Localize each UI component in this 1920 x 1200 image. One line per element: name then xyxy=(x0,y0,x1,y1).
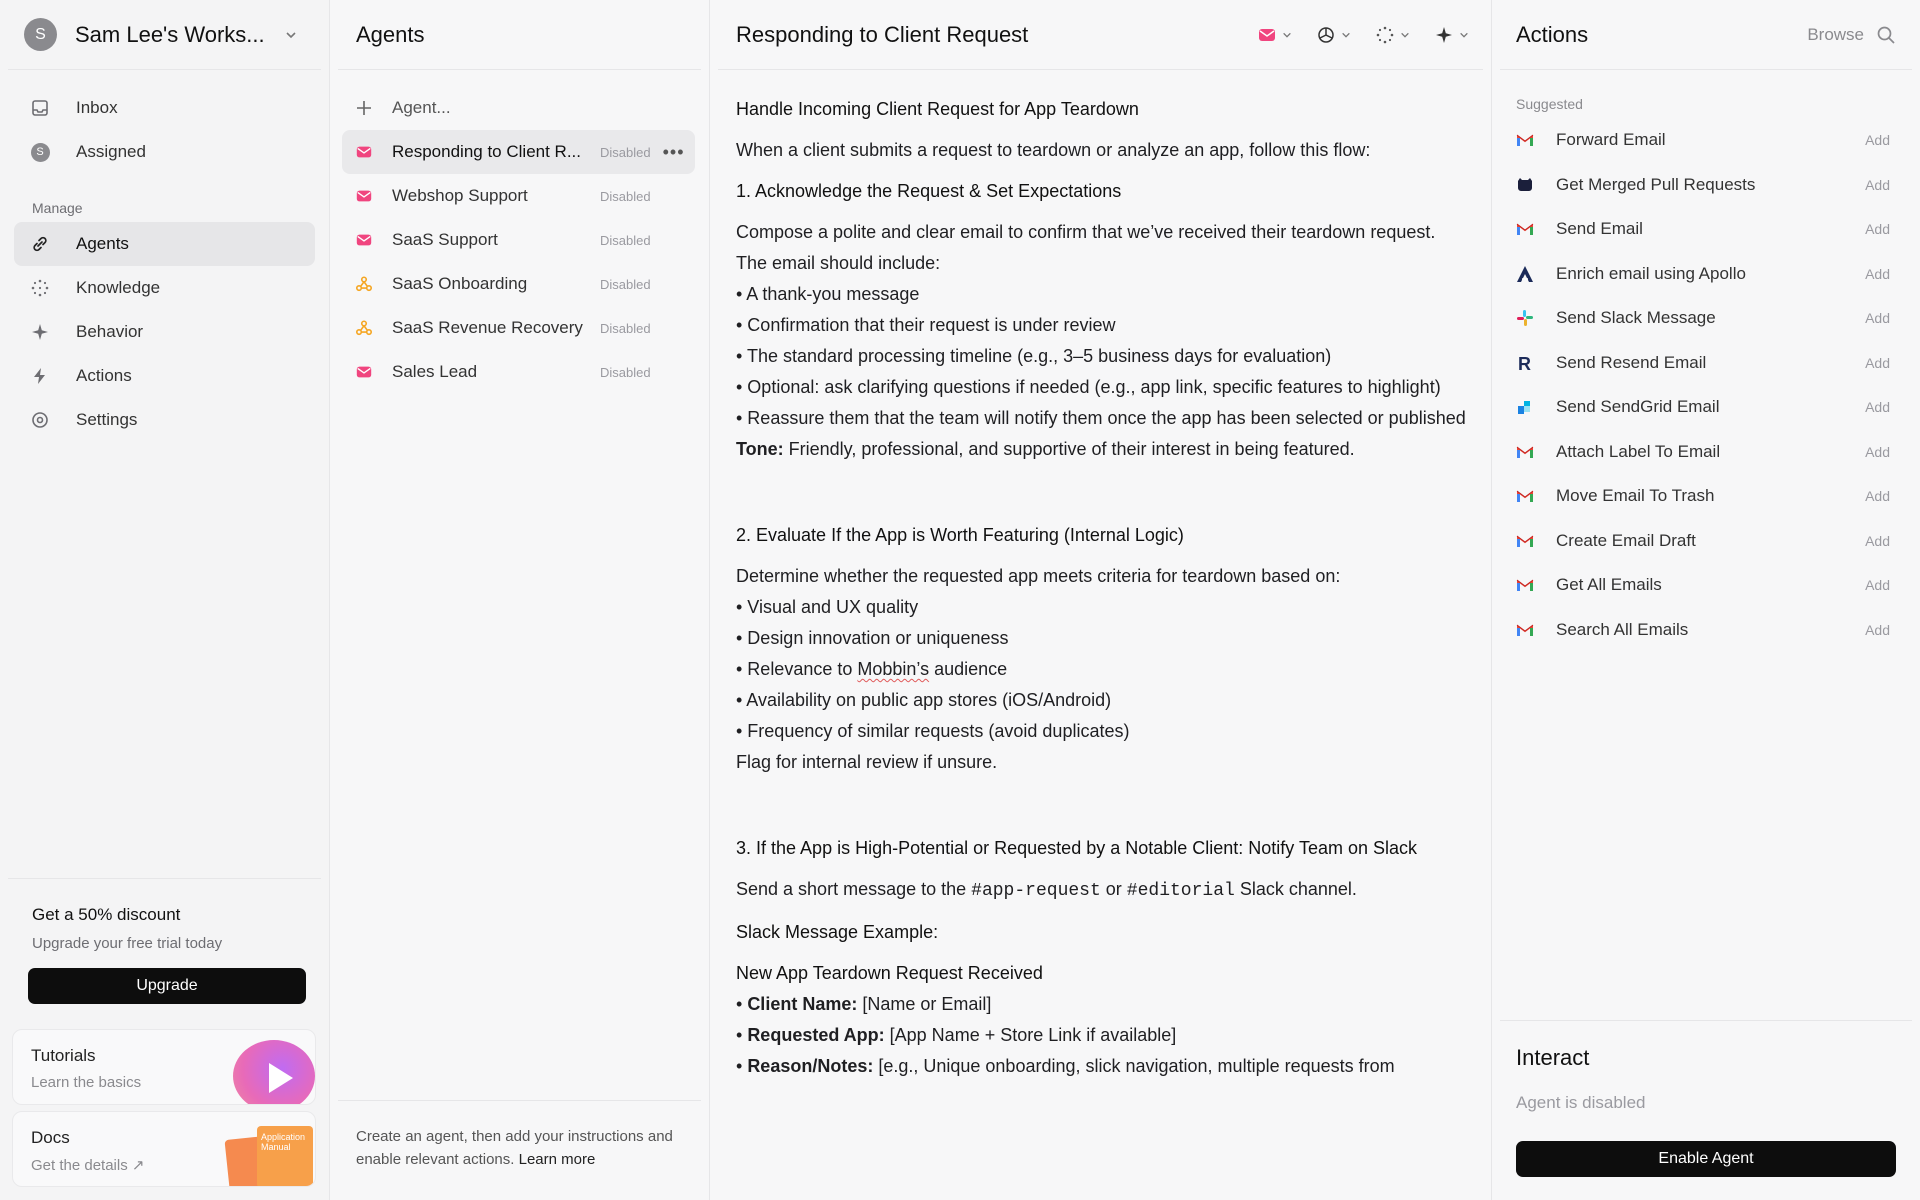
bullet-text: audience xyxy=(929,659,1008,679)
agents-footer xyxy=(338,1100,701,1200)
action-name: Get All Emails xyxy=(1556,575,1662,595)
sidebar-item-label: Behavior xyxy=(76,322,144,341)
tone-line xyxy=(736,434,1467,465)
slack-example-title: Slack Message Example: xyxy=(736,922,939,942)
gmail-icon xyxy=(1514,619,1536,641)
action-list-item xyxy=(1492,296,1920,341)
tone-label: Tone: xyxy=(736,439,784,459)
resend-icon xyxy=(1514,352,1536,374)
knowledge-dropdown[interactable] xyxy=(1375,25,1410,45)
mail-icon xyxy=(1257,25,1277,45)
interact-title: Interact xyxy=(1516,1045,1590,1070)
doc-heading: Handle Incoming Client Request for App Teardown xyxy=(736,99,1139,119)
tutorials-title: Tutorials xyxy=(31,1046,96,1065)
workspace-avatar: S xyxy=(24,18,57,51)
sendgrid-icon xyxy=(1514,396,1536,418)
sidebar-item-behavior[interactable] xyxy=(14,310,315,354)
link-icon xyxy=(30,234,50,254)
add-action-button[interactable]: Add xyxy=(1865,310,1890,327)
bullet-item: • A thank-you message xyxy=(736,284,920,304)
add-action-button[interactable]: Add xyxy=(1865,176,1890,193)
instructions-editor[interactable] xyxy=(710,70,1491,1082)
gmail-icon xyxy=(1514,129,1536,151)
text: or xyxy=(1100,879,1127,899)
plus-icon xyxy=(354,98,374,118)
section-2-paragraph: Determine whether the requested app meets criteria for teardown based on: xyxy=(736,566,1341,586)
bullet-item: • Requested App: [App Name + Store Link if available] xyxy=(736,1025,1177,1045)
slack-example-heading: New App Teardown Request Received xyxy=(736,963,1043,983)
sidebar-item-knowledge[interactable] xyxy=(14,266,315,310)
sparkle-icon xyxy=(1434,25,1454,45)
sidebar-item-label: Agents xyxy=(76,234,129,253)
sidebar-item-inbox[interactable] xyxy=(14,86,315,130)
sidebar-item-label: Knowledge xyxy=(76,278,161,297)
add-action-button[interactable]: Add xyxy=(1865,132,1890,149)
sidebar xyxy=(0,0,330,1200)
agent-name: SaaS Support xyxy=(392,230,498,249)
learn-more-link[interactable]: Learn more xyxy=(518,1151,596,1168)
field-value: [Name or Email] xyxy=(857,994,992,1014)
sparkle-icon xyxy=(30,322,50,342)
add-agent-label: Agent... xyxy=(392,98,451,117)
agent-name: Sales Lead xyxy=(392,362,478,381)
channel-dropdown[interactable] xyxy=(1257,25,1292,45)
docs-subtitle: Get the details ↗ xyxy=(31,1157,145,1174)
gmail-icon xyxy=(1514,574,1536,596)
sidebar-item-label: Settings xyxy=(76,410,138,429)
action-list-item xyxy=(1492,385,1920,430)
action-name: Attach Label To Email xyxy=(1556,441,1721,461)
agent-list-item[interactable] xyxy=(342,130,695,174)
add-action-button[interactable]: Add xyxy=(1865,532,1890,549)
apollo-icon xyxy=(1514,263,1536,285)
agent-status: Disabled xyxy=(600,364,651,380)
section-3-title: 3. If the App is High-Potential or Requested by a Notable Client: Notify Team on Slack xyxy=(736,838,1418,858)
action-name: Enrich email using Apollo xyxy=(1556,263,1746,283)
agents-footer-text: Create an agent, then add your instructions and enable relevant actions. xyxy=(356,1128,673,1168)
agent-list-item[interactable] xyxy=(342,306,695,350)
agent-name: Webshop Support xyxy=(392,186,528,205)
action-name: Search All Emails xyxy=(1556,619,1689,639)
action-list xyxy=(1492,118,1920,652)
text: Send a short message to the xyxy=(736,879,972,899)
agent-name: SaaS Onboarding xyxy=(392,274,528,293)
bullet-item: • Visual and UX quality xyxy=(736,597,919,617)
action-list-item xyxy=(1492,608,1920,653)
tutorials-subtitle: Learn the basics xyxy=(31,1074,142,1091)
docs-title: Docs xyxy=(31,1128,70,1147)
gmail-icon xyxy=(1514,530,1536,552)
section-3-paragraph xyxy=(736,874,1467,907)
agent-status: Disabled xyxy=(600,232,651,248)
doc-intro: When a client submits a request to teardown or analyze an app, follow this flow: xyxy=(736,140,1371,160)
model-dropdown[interactable] xyxy=(1316,25,1351,45)
spellcheck-word: Mobbin’s xyxy=(857,659,930,679)
sidebar-item-label: Actions xyxy=(76,366,132,385)
nav-section-manage: Manage xyxy=(32,200,83,216)
sparkle-dots-icon xyxy=(30,278,50,298)
gmail-icon xyxy=(1514,218,1536,240)
chevron-down-icon xyxy=(1282,30,1292,40)
action-list-item xyxy=(1492,118,1920,163)
action-list-item xyxy=(1492,252,1920,297)
slack-channel: #app-request xyxy=(971,881,1101,901)
editor-header xyxy=(718,0,1483,70)
section-1-title: 1. Acknowledge the Request & Set Expectations xyxy=(736,181,1122,201)
action-name: Move Email To Trash xyxy=(1556,486,1715,506)
slack-channel: #editorial xyxy=(1126,881,1235,901)
enable-agent-button[interactable]: Enable Agent xyxy=(1516,1141,1896,1177)
agent-status: Disabled xyxy=(600,320,651,336)
bullet-item xyxy=(736,654,1467,685)
agent-name: SaaS Revenue Recovery xyxy=(392,318,583,337)
bullet-text: • Relevance to xyxy=(736,659,858,679)
action-name: Get Merged Pull Requests xyxy=(1556,174,1756,194)
sidebar-item-label: Assigned xyxy=(76,142,146,161)
more-options-button[interactable]: ••• xyxy=(662,141,685,162)
action-name: Send Slack Message xyxy=(1556,308,1716,328)
action-list-item xyxy=(1492,163,1920,208)
webhook-icon xyxy=(354,318,374,338)
action-name: Create Email Draft xyxy=(1556,530,1696,550)
sidebar-item-label: Inbox xyxy=(76,98,118,117)
bullet-item: • Optional: ask clarifying questions if needed (e.g., app link, specific features to highlight) xyxy=(736,377,1441,397)
action-name: Send Resend Email xyxy=(1556,352,1707,372)
bullet-item: • Reason/Notes: [e.g., Unique onboarding, slick navigation, multiple requests from xyxy=(736,1056,1395,1076)
workspace-name: Sam Lee's Works... xyxy=(75,21,265,47)
promo-subtitle: Upgrade your free trial today xyxy=(32,935,223,952)
mail-icon xyxy=(354,230,374,250)
sparkle-dots-icon xyxy=(1375,25,1395,45)
chevron-down-icon xyxy=(285,29,297,41)
mail-icon xyxy=(354,142,374,162)
add-action-button[interactable]: Add xyxy=(1865,265,1890,282)
chevron-down-icon xyxy=(1400,30,1410,40)
field-value: [e.g., Unique onboarding, slick navigation, multiple requests from xyxy=(873,1056,1395,1076)
suggested-label: Suggested xyxy=(1516,96,1583,112)
add-action-button[interactable]: Add xyxy=(1865,399,1890,416)
gmail-icon xyxy=(1514,441,1536,463)
agent-list-item[interactable] xyxy=(342,218,695,262)
interact-section xyxy=(1500,1020,1912,1177)
docs-book-thumbnail xyxy=(227,1124,315,1187)
sidebar-item-agents[interactable] xyxy=(14,222,315,266)
actions-title: Actions xyxy=(1516,21,1589,47)
agent-status: Disabled xyxy=(600,144,651,160)
bullet-item: • Confirmation that their request is under review xyxy=(736,315,1116,335)
mail-icon xyxy=(354,362,374,382)
bullet-item: • Frequency of similar requests (avoid duplicates) xyxy=(736,721,1130,741)
agent-status: Disabled xyxy=(600,188,651,204)
bullet-item: • Client Name: [Name or Email] xyxy=(736,994,992,1014)
sidebar-item-assigned[interactable] xyxy=(14,130,315,174)
bullet-item: • Reassure them that the team will notify them once the app has been selected or published xyxy=(736,408,1466,428)
page-title: Responding to Client Request xyxy=(736,21,1029,47)
slack-icon xyxy=(1514,307,1536,329)
action-list-item xyxy=(1492,519,1920,564)
text: Slack channel. xyxy=(1234,879,1357,899)
play-icon xyxy=(269,1063,293,1093)
webhook-icon xyxy=(354,274,374,294)
agents-panel xyxy=(330,0,710,1200)
add-action-button[interactable]: Add xyxy=(1865,621,1890,638)
action-list-item xyxy=(1492,430,1920,475)
section-2-note: Flag for internal review if unsure. xyxy=(736,752,998,772)
svg-text:R: R xyxy=(1518,353,1531,373)
chevron-down-icon xyxy=(1459,30,1469,40)
browse-label: Browse xyxy=(1807,24,1864,44)
field-value: [App Name + Store Link if available] xyxy=(884,1025,1177,1045)
gmail-icon xyxy=(1514,485,1536,507)
openai-icon xyxy=(1316,25,1336,45)
user-avatar-icon xyxy=(30,142,50,162)
field-label: Client Name: xyxy=(747,994,858,1014)
search-icon xyxy=(1876,25,1896,45)
settings-icon xyxy=(30,410,50,430)
assigned-avatar: S xyxy=(31,143,50,162)
field-label: Requested App: xyxy=(747,1025,885,1045)
interact-status: Agent is disabled xyxy=(1516,1093,1646,1112)
add-action-button[interactable]: Add xyxy=(1865,354,1890,371)
docs-card[interactable] xyxy=(12,1111,316,1187)
action-list-item xyxy=(1492,341,1920,386)
editor-toolbar xyxy=(1257,25,1469,45)
inbox-icon xyxy=(30,98,50,118)
chevron-down-icon xyxy=(1341,30,1351,40)
add-action-button[interactable]: Add xyxy=(1865,577,1890,594)
action-name: Send Email xyxy=(1556,219,1643,239)
behavior-dropdown[interactable] xyxy=(1434,25,1469,45)
agent-name: Responding to Client R... xyxy=(392,142,581,161)
sidebar-item-actions[interactable] xyxy=(14,354,315,398)
agents-title: Agents xyxy=(338,0,701,70)
agent-status: Disabled xyxy=(600,276,651,292)
add-agent-button[interactable] xyxy=(342,86,695,130)
promo-title: Get a 50% discount xyxy=(32,905,181,924)
agent-list-item[interactable] xyxy=(342,350,695,394)
tutorials-card[interactable] xyxy=(12,1029,316,1105)
agent-list-item[interactable] xyxy=(342,174,695,218)
section-2-title: 2. Evaluate If the App is Worth Featuring (Internal Logic) xyxy=(736,525,1184,545)
sidebar-nav xyxy=(0,70,329,442)
bullet-item: • Availability on public app stores (iOS/Android) xyxy=(736,690,1112,710)
lightning-icon xyxy=(30,366,50,386)
action-name: Send SendGrid Email xyxy=(1556,397,1720,417)
add-action-button[interactable]: Add xyxy=(1865,443,1890,460)
action-list-item xyxy=(1492,474,1920,519)
field-label: Reason/Notes: xyxy=(747,1056,874,1076)
sidebar-item-settings[interactable] xyxy=(14,398,315,442)
bullet-item: • Design innovation or uniqueness xyxy=(736,628,1009,648)
workspace-switcher[interactable] xyxy=(8,0,321,70)
actions-header xyxy=(1500,0,1912,70)
action-name: Forward Email xyxy=(1556,130,1666,150)
agent-editor xyxy=(710,0,1492,1200)
browse-actions-button[interactable] xyxy=(1807,25,1896,45)
section-1-paragraph: Compose a polite and clear email to confirm that we’ve received their teardown request. The email should include: xyxy=(736,222,1436,273)
action-list-item xyxy=(1492,207,1920,252)
upgrade-button[interactable]: Upgrade xyxy=(28,968,306,1004)
add-action-button[interactable]: Add xyxy=(1865,488,1890,505)
agent-list-item[interactable] xyxy=(342,262,695,306)
agent-list xyxy=(330,70,709,394)
bullet-item: • The standard processing timeline (e.g., 3–5 business days for evaluation) xyxy=(736,346,1332,366)
mail-icon xyxy=(354,186,374,206)
upgrade-promo xyxy=(8,878,321,1004)
github-icon xyxy=(1514,174,1536,196)
docs-art-text: Application Manual xyxy=(261,1132,306,1152)
action-list-item xyxy=(1492,563,1920,608)
tone-text: Friendly, professional, and supportive of their interest in being featured. xyxy=(783,439,1355,459)
add-action-button[interactable]: Add xyxy=(1865,221,1890,238)
actions-panel xyxy=(1492,0,1920,1200)
